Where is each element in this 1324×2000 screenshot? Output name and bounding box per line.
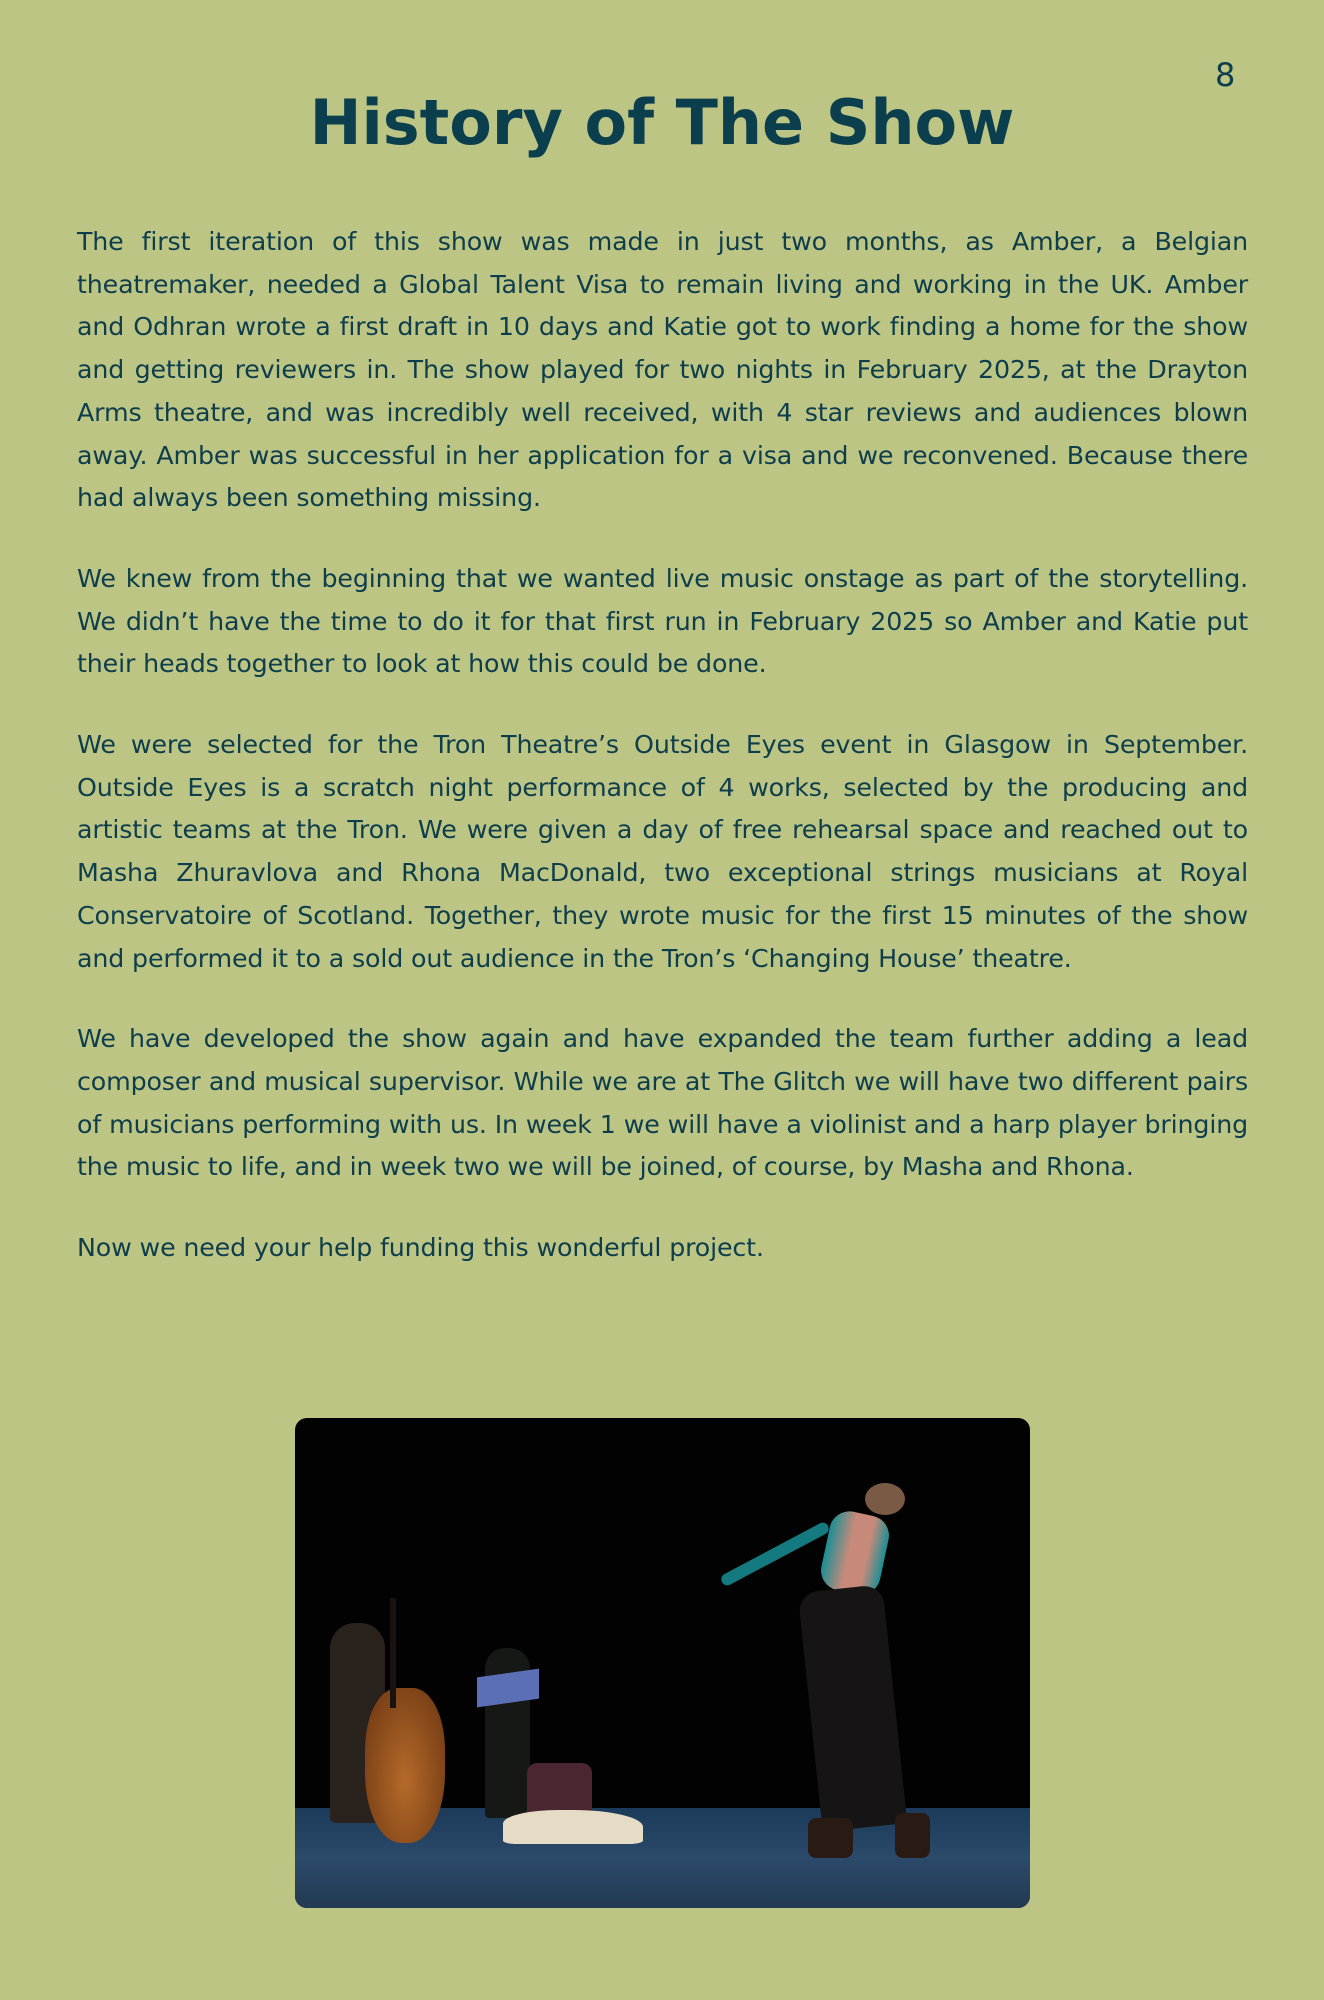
dancer-legs <box>798 1584 908 1832</box>
page-title: History of The Show <box>309 86 1015 159</box>
paragraph: Now we need your help funding this wonderful project. <box>77 1233 764 1263</box>
dancer-head <box>865 1483 905 1515</box>
stage-performance-photo <box>295 1418 1030 1908</box>
dancer-boot <box>895 1813 930 1858</box>
double-bass <box>365 1688 445 1843</box>
dancer-torso <box>817 1508 892 1599</box>
paragraph: We knew from the beginning that we wanted live music onstage as part of the storytelling. We didn’t have the time to do it for that first run in February 2025 so Amber and Katie put their heads together to look at how this could be done. <box>77 563 1248 679</box>
page-number: 8 <box>1215 56 1236 94</box>
dancer-boot <box>808 1818 853 1858</box>
paragraph: We have developed the show again and have expanded the team further adding a lead composer and musical supervisor. While we are at The Glitch we will have two different pairs of musicians performing with us. In week 1 we will have a violinist and a harp player bringing the music to life, and in week two we will be joined, of course, by Masha and Rhona. <box>77 1024 1248 1182</box>
dancer-arm <box>719 1521 831 1588</box>
paragraph: We were selected for the Tron Theatre’s Outside Eyes event in Glasgow in September. Outside Eyes is a scratch night performance of 4 works, selected by the producing and artistic teams at the Tron. We were given a day of free rehearsal space and reached out to Masha Zhuravlova and Rhona MacDonald, two exceptional strings musicians at Royal Conservatoire of Scotland. Together, they wrote music for the first 15 minutes of the show and performed it to a sold out audience in the Tron’s ‘Changing House’ theatre. <box>77 730 1248 973</box>
paragraph: The first iteration of this show was made in just two months, as Amber, a Belgian theatremaker, needed a Global Talent Visa to remain living and working in the UK. Amber and Odhran wrote a first draft in 10 days and Katie got to work finding a home for the show and getting reviewers in. The show played for two nights in February 2025, at the Drayton Arms theatre, and was incredibly well received, with 4 star reviews and audiences blown away. Amber was successful in her application for a visa and we reconvened. Because there had always been something missing. <box>77 227 1248 513</box>
bass-neck <box>390 1598 396 1708</box>
cloth <box>503 1810 643 1844</box>
body-text <box>77 221 1248 1308</box>
